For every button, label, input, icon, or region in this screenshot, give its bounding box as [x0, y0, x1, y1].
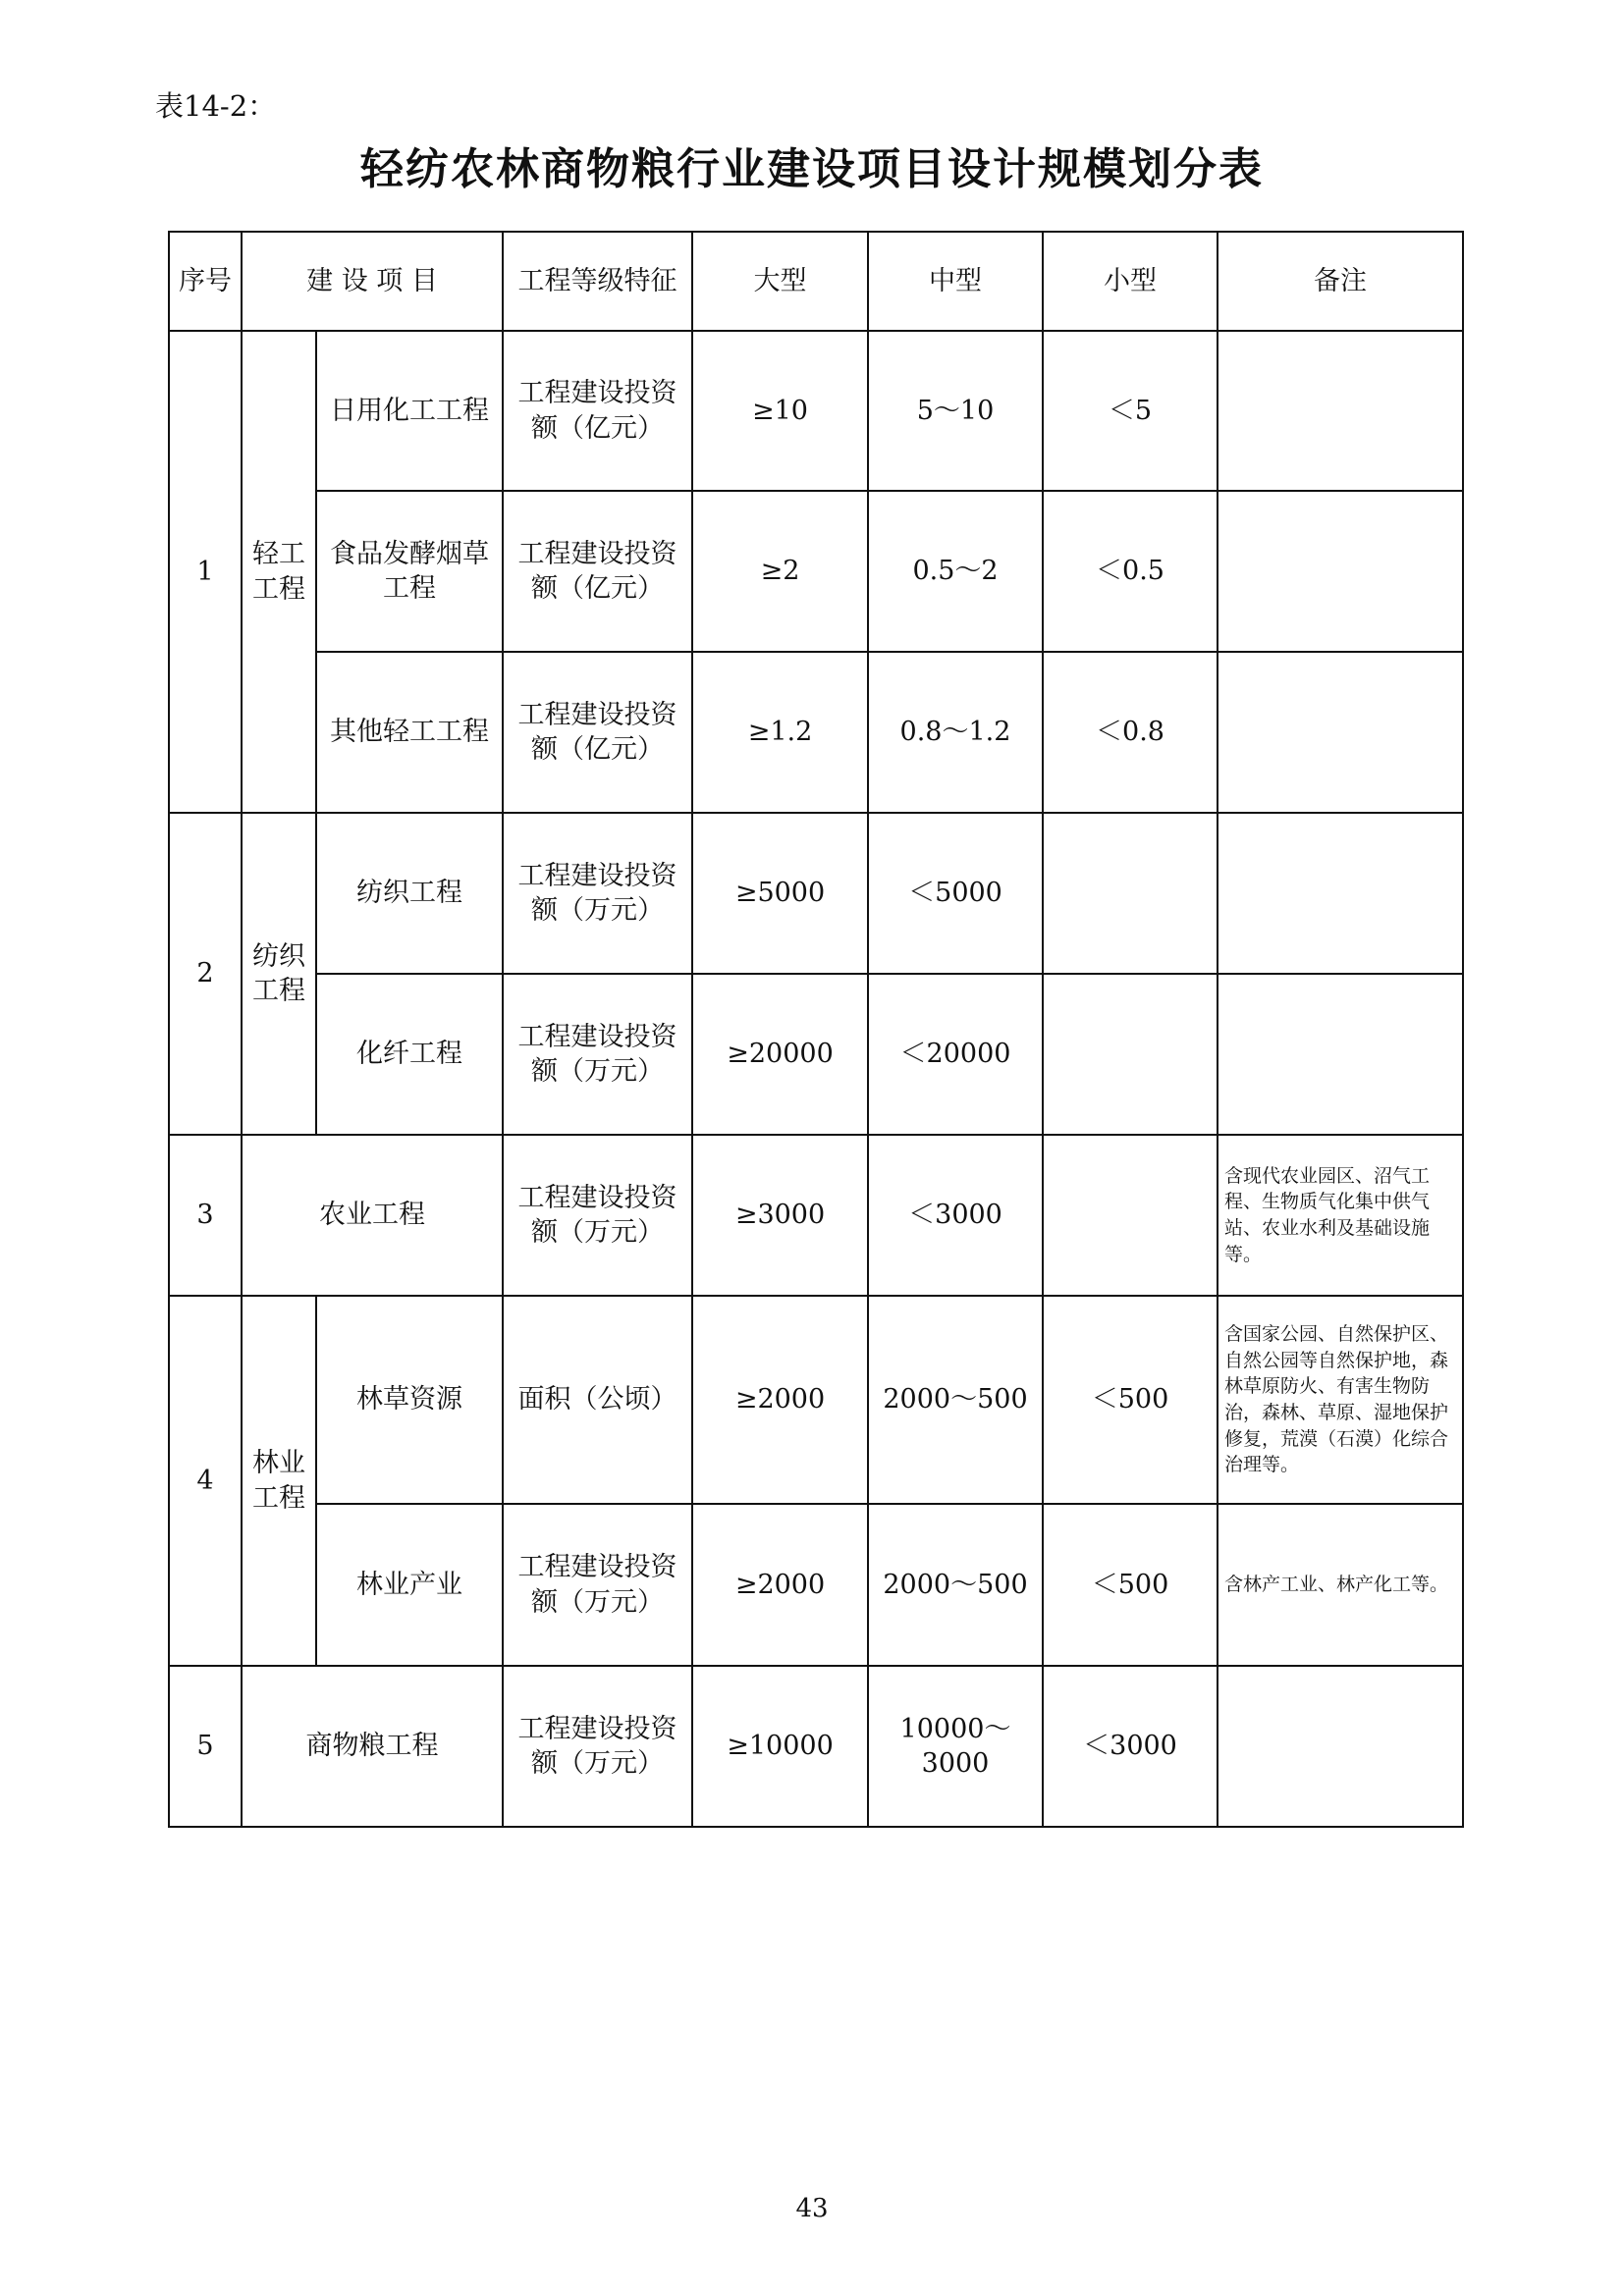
project-cell: 林业产业 [316, 1504, 503, 1666]
medium-cell: 2000～500 [868, 1296, 1043, 1504]
project-cell: 林草资源 [316, 1296, 503, 1504]
table-row [169, 652, 1463, 813]
small-cell [1043, 1135, 1218, 1296]
small-cell [1043, 974, 1218, 1135]
project-cell: 化纤工程 [316, 974, 503, 1135]
large-cell: ≥20000 [692, 974, 868, 1135]
header-index: 序号 [169, 232, 242, 331]
project-cell: 食品发酵烟草 工程 [316, 491, 503, 652]
medium-cell: ＜5000 [868, 813, 1043, 974]
remarks-cell: 含现代农业园区、沼气工程、生物质气化集中供气站、农业水利及基础设施等。 [1218, 1135, 1463, 1296]
small-cell: ＜0.8 [1043, 652, 1218, 813]
category-cell: 林业 工程 [242, 1296, 316, 1666]
category-cell: 纺织 工程 [242, 813, 316, 1135]
remarks-cell [1218, 1666, 1463, 1827]
table-row [169, 1504, 1463, 1666]
project-cell: 商物粮工程 [242, 1666, 503, 1827]
large-cell: ≥2 [692, 491, 868, 652]
project-cell: 其他轻工工程 [316, 652, 503, 813]
index-cell: 2 [169, 813, 242, 1135]
index-cell: 4 [169, 1296, 242, 1666]
feature-cell: 工程建设投资 额（万元） [503, 1504, 692, 1666]
large-cell: ≥10 [692, 331, 868, 491]
index-cell: 5 [169, 1666, 242, 1827]
table-row [169, 1666, 1463, 1827]
scale-classification-table [168, 231, 1464, 1828]
small-cell: ＜500 [1043, 1504, 1218, 1666]
remarks-cell: 含国家公园、自然保护区、自然公园等自然保护地，森林草原防火、有害生物防治，森林、草原、湿地保护修复，荒漠（石漠）化综合治理等。 [1218, 1296, 1463, 1504]
feature-cell: 工程建设投资 额（万元） [503, 974, 692, 1135]
feature-cell: 工程建设投资 额（万元） [503, 1135, 692, 1296]
header-row [169, 232, 1463, 331]
category-cell: 轻工 工程 [242, 331, 316, 813]
medium-cell: 0.5～2 [868, 491, 1043, 652]
feature-cell: 工程建设投资 额（万元） [503, 813, 692, 974]
medium-cell: 10000～3000 [868, 1666, 1043, 1827]
feature-cell: 工程建设投资 额（万元） [503, 1666, 692, 1827]
header-remarks: 备注 [1218, 232, 1463, 331]
small-cell: ＜5 [1043, 331, 1218, 491]
header-large: 大型 [692, 232, 868, 331]
table-row [169, 1135, 1463, 1296]
project-cell: 农业工程 [242, 1135, 503, 1296]
remarks-cell [1218, 652, 1463, 813]
large-cell: ≥2000 [692, 1504, 868, 1666]
medium-cell: ＜3000 [868, 1135, 1043, 1296]
project-cell: 纺织工程 [316, 813, 503, 974]
large-cell: ≥10000 [692, 1666, 868, 1827]
small-cell [1043, 813, 1218, 974]
feature-cell: 面积（公顷） [503, 1296, 692, 1504]
table-row [169, 491, 1463, 652]
remarks-cell: 含林产工业、林产化工等。 [1218, 1504, 1463, 1666]
medium-cell: ＜20000 [868, 974, 1043, 1135]
header-feature: 工程等级特征 [503, 232, 692, 331]
table-row [169, 974, 1463, 1135]
page-number: 43 [795, 2194, 829, 2223]
large-cell: ≥1.2 [692, 652, 868, 813]
remarks-cell [1218, 813, 1463, 974]
header-medium: 中型 [868, 232, 1043, 331]
large-cell: ≥2000 [692, 1296, 868, 1504]
medium-cell: 2000～500 [868, 1504, 1043, 1666]
page-title: 轻纺农林商物粮行业建设项目设计规模划分表 [360, 144, 1264, 194]
project-cell: 日用化工工程 [316, 331, 503, 491]
small-cell: ＜500 [1043, 1296, 1218, 1504]
remarks-cell [1218, 974, 1463, 1135]
table-number: 表14-2： [155, 89, 277, 123]
index-cell: 3 [169, 1135, 242, 1296]
remarks-cell [1218, 331, 1463, 491]
small-cell: ＜0.5 [1043, 491, 1218, 652]
medium-cell: 0.8～1.2 [868, 652, 1043, 813]
feature-cell: 工程建设投资 额（亿元） [503, 331, 692, 491]
small-cell: ＜3000 [1043, 1666, 1218, 1827]
feature-cell: 工程建设投资 额（亿元） [503, 652, 692, 813]
medium-cell: 5～10 [868, 331, 1043, 491]
table-row [169, 1296, 1463, 1504]
feature-cell: 工程建设投资 额（亿元） [503, 491, 692, 652]
table-row [169, 813, 1463, 974]
header-small: 小型 [1043, 232, 1218, 331]
remarks-cell [1218, 491, 1463, 652]
table-row [169, 331, 1463, 491]
large-cell: ≥3000 [692, 1135, 868, 1296]
large-cell: ≥5000 [692, 813, 868, 974]
header-project: 建 设 项 目 [242, 232, 503, 331]
index-cell: 1 [169, 331, 242, 813]
